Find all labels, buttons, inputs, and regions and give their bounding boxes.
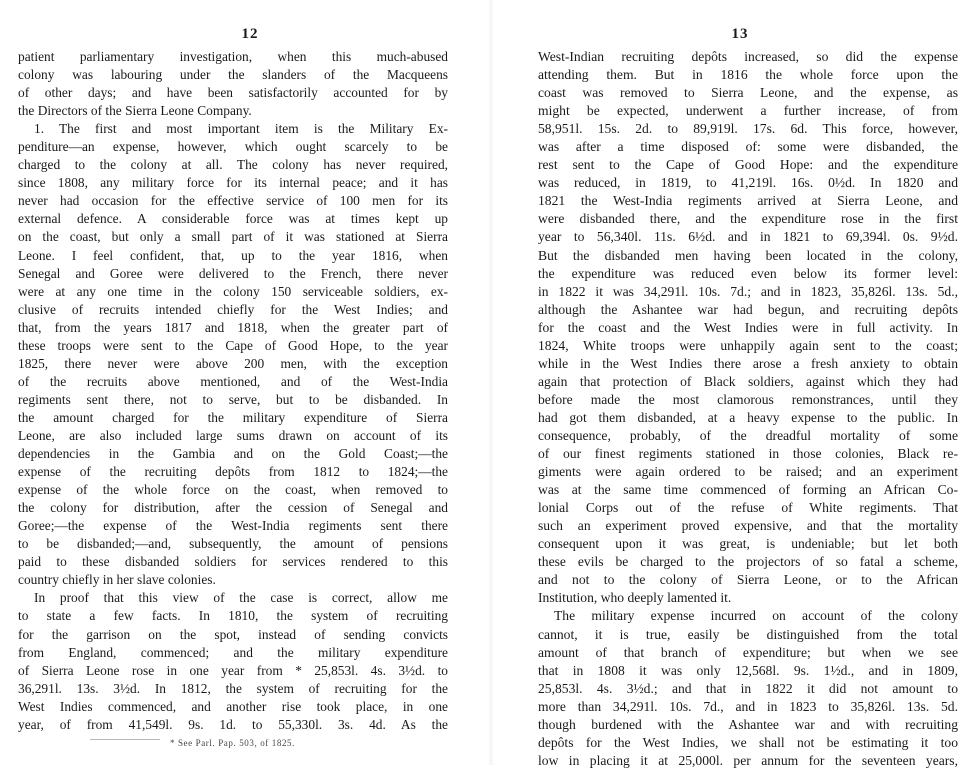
footnote-rule: [90, 739, 160, 740]
left-page-text: [18, 48, 448, 734]
text-line: expense of the whole force on the coast, when removed to: [18, 482, 448, 498]
text-line: Institution, who deeply lamented it.: [538, 590, 732, 606]
text-line: giments were again ordered to be raised; and an experiment: [538, 464, 958, 480]
text-line: rest sent to the Cape of Good Hope: and the expenditure: [538, 157, 958, 173]
text-line: penditure—an expense, however, which ought scarcely to be: [18, 139, 448, 155]
text-line: on the coast, but only a small part of it was stationed at Sierra: [18, 229, 448, 245]
text-line: from England, commenced; and the military expenditure: [18, 644, 448, 660]
text-line: while in the West Indies there arose a fresh anxiety to obtain: [538, 355, 958, 371]
text-line: dependencies in the Gambia and on the Gold Coast;—the: [18, 446, 448, 462]
text-line: that, from the years 1817 and 1818, when the greater part of: [18, 319, 448, 335]
text-line: lonial Corps out of the refuse of White regiments. That: [538, 500, 958, 516]
text-line: were at any one time in the colony 150 serviceable soldiers, ex-: [18, 283, 448, 299]
text-line: paid to these disbanded soldiers for services rendered to this: [18, 554, 448, 570]
text-line: had got them disbanded, at a heavy expense to the public. In: [538, 409, 958, 425]
text-line: to state a few facts. In 1810, the system of recruiting: [18, 608, 448, 624]
text-line: 1824, White troops were unhappily again sent to the coast;: [538, 337, 958, 353]
text-line: was after a time disposed of: some were disbanded, the: [538, 139, 958, 155]
text-line: 25,853l. 4s. 3½d.; and that in 1822 it did not amount to: [538, 680, 958, 696]
text-line: though burdened with the Ashantee war and with recruiting: [538, 716, 958, 732]
text-line: and not to the colony of Sierra Leone, or to the African: [538, 572, 958, 588]
text-line: West Indies commenced, and another rise took place, in one: [18, 698, 448, 714]
text-line: The military expense incurred on account of the colony: [554, 608, 958, 624]
text-line: 1821 the West-India regiments arrived at Sierra Leone, and: [538, 193, 958, 209]
text-line: 1825, there never were above 200 men, with the exception: [18, 355, 448, 371]
text-line: of our finest regiments stationed in those colonies, Black re-: [538, 446, 958, 462]
text-line: expense of the recruiting depôts from 1812 to 1824;—the: [18, 464, 448, 480]
page-number-left: 12: [241, 26, 259, 42]
text-line: 36,291l. 13s. 3½d. In 1812, the system of recruiting for the: [18, 680, 448, 696]
text-line: was reduced, in 1819, to 41,219l. 16s. 0½d. In 1820 and: [538, 175, 958, 191]
left-paragraphs: [18, 48, 448, 734]
left-page: [0, 0, 480, 765]
text-line: 1. The first and most important item is the Military Ex-: [34, 121, 448, 137]
text-line: amount of that branch of expenditure; but when we see: [538, 644, 958, 660]
text-line: But the disbanded men having been located in the colony,: [538, 247, 958, 263]
text-line: Goree;—the expense of the West-India regiments sent there: [18, 518, 448, 534]
text-line: Leone, are also included large sums drawn on account of its: [18, 427, 448, 443]
text-line: was at the same time commenced of forming an African Co-: [538, 482, 958, 498]
text-line: of the recruits above mentioned, and of the West-India: [18, 373, 448, 389]
text-line: these troops were sent to the Cape of Good Hope, to the year: [18, 337, 448, 353]
text-line: these evils be charged to the projectors of so fatal a scheme,: [538, 554, 958, 570]
text-line: such an experiment proved expensive, and that the mortality: [538, 518, 958, 534]
text-line: the expenditure was reduced even below its former level:: [538, 265, 958, 281]
text-line: for the coast and the West Indies were in full activity. In: [538, 319, 958, 335]
text-line: year to 56,340l. 11s. 6½d. and in 1821 to 69,394l. 0s. 9½d.: [538, 229, 958, 245]
text-line: depôts for the West Indies, we shall not be estimating it too: [538, 734, 958, 750]
text-line: although the Ashantee war had begun, and recruiting depôts: [538, 301, 958, 317]
text-line: cannot, it is true, easily be distinguished from the total: [538, 626, 958, 642]
text-line: charged to the colony at all. The colony has never required,: [18, 157, 448, 173]
text-line: the colony for distribution, after the cession of Senegal and: [18, 500, 448, 516]
text-line: more than 34,291l. 10s. 7d., and in 1823 to 35,826l. 13s. 5d.: [538, 698, 958, 714]
text-line: were disbanded there, and the expenditure rose in the first: [538, 211, 958, 227]
text-line: never had occasion for the effective service of 100 men for its: [18, 193, 448, 209]
text-line: clusive of recruits intended chiefly for the West Indies; and: [18, 301, 448, 317]
text-line: external defence. A considerable force was at times kept up: [18, 211, 448, 227]
text-line: Senegal and Goree were delivered to the French, there never: [18, 265, 448, 281]
text-line: 58,951l. 15s. 2d. to 89,919l. 17s. 6d. This force, however,: [538, 121, 958, 137]
text-line: the amount charged for the military expenditure of Sierra: [18, 409, 448, 425]
text-line: that in 1808 it was only 12,568l. 9s. 1½d., and in 1809,: [538, 662, 958, 678]
text-line: attending them. But in 1816 the whole force upon the: [538, 67, 958, 83]
text-line: year, of from 41,549l. 9s. 1d. to 55,330l. 3s. 4d. As the: [18, 716, 448, 732]
text-line: consequence, probably, of the dreadful mortality of some: [538, 427, 958, 443]
text-line: in 1822 it was 34,291l. 10s. 7d.; and in 1823, 35,826l. 13s. 5d.,: [538, 283, 958, 299]
text-line: In proof that this view of the case is correct, allow me: [34, 590, 448, 606]
text-line: patient parliamentary investigation, when this much-abused: [18, 49, 448, 64]
text-line: colony was labouring under the slanders of the Macqueens: [18, 67, 448, 83]
text-line: West-Indian recruiting depôts increased, so did the expense: [538, 49, 958, 64]
text-line: of other days; and have been satisfactorily accounted for by: [18, 85, 448, 101]
text-line: of Sierra Leone rose in one year from * 25,853l. 4s. 3½d. to: [18, 662, 448, 678]
text-line: again that protection of Black soldiers, against which they had: [538, 373, 958, 389]
text-line: before made the most clamorous remonstrances, until they: [538, 391, 958, 407]
text-line: to be disbanded;—and, subsequently, the amount of pensions: [18, 536, 448, 552]
right-page: [500, 0, 980, 768]
text-line: since 1808, any military force for its internal peace; and it has: [18, 175, 448, 191]
text-line: regiments sent there, not to serve, but to be disbanded. In: [18, 391, 448, 407]
page-number-right: 13: [731, 26, 749, 42]
text-line: low in placing it at 25,000l. per annum for the seventeen years,: [538, 752, 958, 768]
text-line: might be expected, underwent a further increase, of from: [538, 103, 958, 119]
text-line: consequent upon it was great, is undeniable; but let both: [538, 536, 958, 552]
text-line: the Directors of the Sierra Leone Company.: [18, 103, 252, 119]
text-line: country chiefly in her slave colonies.: [18, 572, 216, 588]
book-gutter: [488, 0, 494, 765]
right-page-text: [538, 48, 958, 770]
footnote: * See Parl. Pap. 503, of 1825.: [170, 738, 295, 748]
text-line: Leone. I feel confident, that, up to the year 1816, when: [18, 247, 448, 263]
text-line: for the garrison on the spot, instead of sending convicts: [18, 626, 448, 642]
right-paragraphs: [538, 48, 958, 770]
text-line: coast was removed to Sierra Leone, and the expense, as: [538, 85, 958, 101]
